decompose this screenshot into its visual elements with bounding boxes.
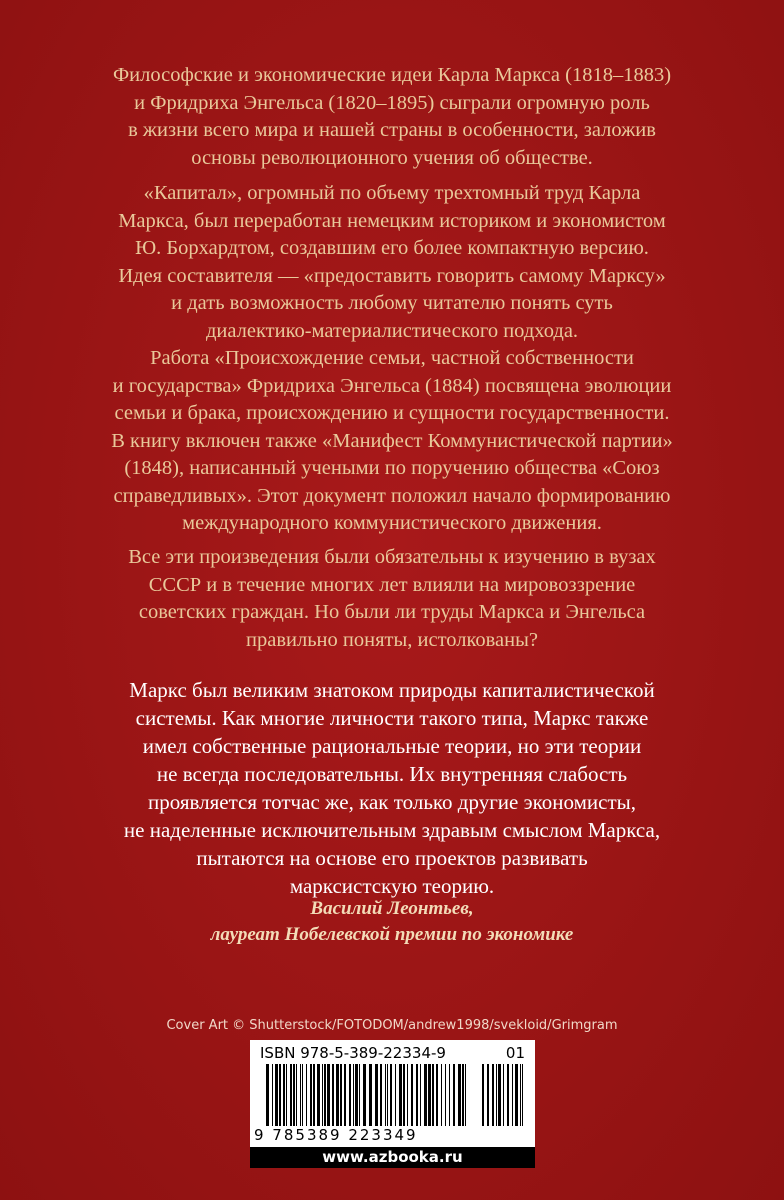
barcode-bar [462,1064,464,1126]
barcode-bar [390,1064,392,1126]
barcode-bar [492,1064,494,1126]
publisher-website: www.azbooka.ru [250,1147,535,1168]
intro-paragraph [60,62,724,172]
barcode-bar [453,1064,455,1126]
barcode-bar [498,1064,501,1126]
question-line: советских граждан. Но были ли труды Маркса и Энгельса [138,601,646,623]
description-paragraph [60,180,724,538]
barcode-bar [482,1064,484,1126]
barcode-bar [520,1064,521,1126]
barcode-bar [399,1064,402,1126]
addon-barcode-bars [482,1064,526,1126]
barcode-bar [344,1064,346,1126]
description-line: Маркса, был переработан немецким историком и экономистом [118,209,666,232]
quote-line: не всегда последовательны. Их внутренняя слабость [156,762,628,786]
quote-line: Маркс был великим знатоком природы капиталистической [129,678,655,702]
barcode-bar [322,1064,323,1126]
barcode-bar [332,1064,334,1126]
barcode-bar [306,1064,307,1126]
author-name: Василий Леонтьев, [310,898,474,919]
barcode-bar [515,1064,518,1126]
description-line: и дать возможность любому читателю понять суть [171,292,613,314]
isbn-barcode [250,1040,535,1168]
barcode-bar [293,1064,295,1126]
barcode-bar [300,1064,301,1126]
quote-line: марксистскую теорию. [289,874,495,898]
barcode-bar [387,1064,388,1126]
barcode-bar [385,1064,386,1126]
description-line: семьи и брака, происхождению и сущности государственности. [114,402,670,424]
description-line: (1848), написанный учеными по поручению общества «Союз [124,457,660,479]
question-line: правильно поняты, истолкованы? [246,628,538,651]
description-line: справедливых». Этот документ положил начало формированию [113,484,671,507]
barcode-bar [279,1064,281,1126]
isbn-number: ISBN 978-5-389-22334-9 [260,1044,446,1062]
barcode-bar [302,1064,303,1126]
barcode-digits: 9 785389 223349 [254,1126,418,1144]
barcode-bar [395,1064,396,1126]
barcode-bar [512,1064,513,1126]
intro-line: Философские и экономические идеи Карла Маркса (1818–1883) [112,64,672,86]
question-line: Все эти произведения были обязательны к изучению в вузах [128,546,656,568]
cover-art-credits: Cover Art © Shutterstock/FOTODOM/andrew1998/svekloid/Grimgram [166,1018,618,1033]
description-line: международного коммунистического движения. [182,512,602,534]
barcode-bar [507,1064,509,1126]
barcode-bar [283,1064,285,1126]
quote-line: проявляется тотчас же, как только другие экономисты, [148,790,636,814]
barcode-bar [432,1064,434,1126]
quote-attribution [60,896,724,948]
barcode-bar [407,1064,408,1126]
description-line: диалектико-материалистического подхода. [205,319,579,342]
description-line: Работа «Происхождение семьи, частной собственности [150,347,634,369]
barcode-bar [522,1064,523,1126]
quote-line: пытаются на основе его проектов развивать [196,846,588,870]
intro-line: в жизни всего мира и нашей страны в особенности, заложив [128,119,656,141]
barcode-bars [266,1064,466,1126]
quote-line: не наделенные исключительным здравым смыслом Маркса, [123,818,661,842]
barcode-bar [436,1064,438,1126]
barcode-bar [324,1064,326,1126]
quote-line: системы. Как многие личности такого типа, Маркс также [135,706,649,730]
barcode-bar [353,1064,354,1126]
barcode-bar [296,1064,297,1126]
intro-line: и Фридриха Энгельса (1820–1895) сыграли огромную роль [134,91,650,114]
barcode-bar [363,1064,366,1126]
description-line: Ю. Борхардтом, создавшим его более компактную версию. [135,237,649,259]
barcode-bar [359,1064,360,1126]
barcode-bar [317,1064,320,1126]
question-paragraph [60,544,724,654]
barcode-bar [465,1064,466,1126]
barcode-bar [275,1064,278,1126]
barcode-bar [355,1064,358,1126]
barcode-bar [441,1064,442,1126]
barcode-bar [503,1064,504,1126]
barcode-bar [428,1064,431,1126]
barcode-bar [487,1064,489,1126]
description-line: и государства» Фридриха Энгельса (1884) посвящена эволюции [112,374,672,397]
barcode-bar [327,1064,330,1126]
question-line: СССР и в течение многих лет влияли на мировоззрение [148,573,636,596]
barcode-bar [496,1064,497,1126]
barcode-bar [449,1064,450,1126]
barcode-bar [375,1064,378,1126]
intro-line: основы революционного учения об обществе. [191,146,593,169]
quote-paragraph [60,676,724,900]
barcode-bar [458,1064,461,1126]
barcode-bar [369,1064,372,1126]
barcode-bar [290,1064,292,1126]
quote-line: имел собственные рациональные теории, но эти теории [142,734,642,758]
isbn-label [260,1044,525,1062]
barcode-bar [420,1064,421,1126]
barcode-bar [445,1064,446,1126]
barcode-bar [272,1064,273,1126]
barcode-bar [424,1064,427,1126]
author-title: лауреат Нобелевской премии по экономике [210,924,574,945]
description-line: Идея составителя — «предоставить говорить самому Марксу» [118,264,666,287]
description-line: В книгу включен также «Манифест Коммунистической партии» [111,429,673,452]
description-line: «Капитал», огромный по объему трехтомный труд Карла [143,182,641,204]
barcode-bar [286,1064,287,1126]
barcode-bar [349,1064,351,1126]
barcode-bar [403,1064,405,1126]
barcode-bar [336,1064,339,1126]
barcode-bar [310,1064,312,1126]
barcode-bar [313,1064,315,1126]
barcode-bar [411,1064,413,1126]
barcode-bar [340,1064,342,1126]
barcode-bar [416,1064,418,1126]
barcode-bar [266,1064,269,1126]
barcode-bar [380,1064,382,1126]
isbn-addon: 01 [505,1044,525,1062]
